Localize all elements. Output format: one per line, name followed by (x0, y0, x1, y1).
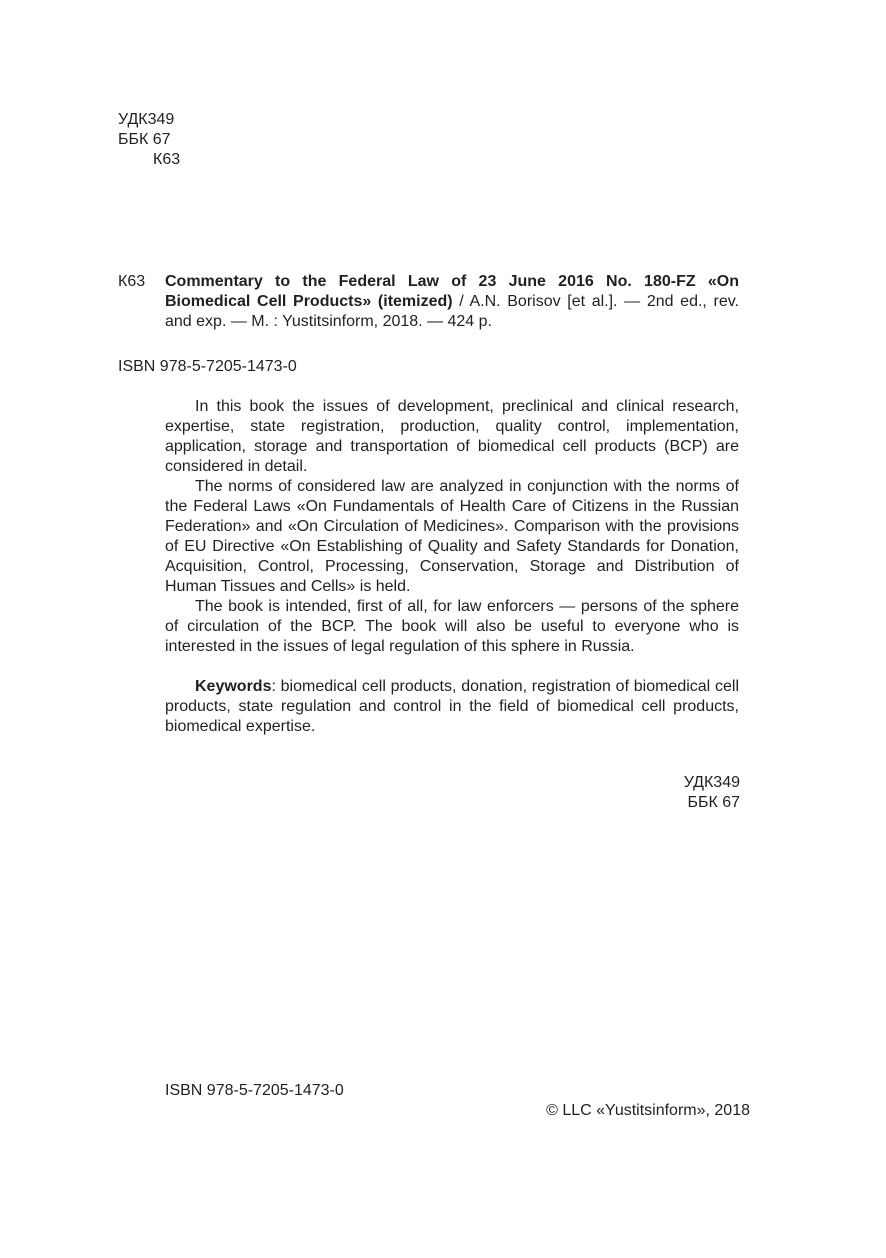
bbk-code-bottom: ББК 67 (687, 794, 740, 811)
isbn-bottom: ISBN 978-5-7205-1473-0 (165, 1082, 344, 1099)
publication-details: / A.N. Borisov [et al.]. — 2nd ed., rev. and exp. — M. : Yustitsinform, 2018. — 424 p. (165, 293, 740, 330)
udk-code: УДК349 (118, 111, 175, 128)
abstract-paragraph-2: The norms of considered law are analyzed in conjunction with the norms of the Federal Laws «On Fundamentals of Health Care of Citizens in the Russian Federation» and «On Circulation of Medicines». Comparison with the provisions of EU Directive «On Establishing of Quality and Safety Standards for Donation, Acquisition, Control, Processing, Conservation, Storage and Distribution of Human Tissues and Cells» is held. (165, 478, 739, 595)
isbn-top: ISBN 978-5-7205-1473-0 (118, 358, 297, 375)
book-title: Commentary to the Federal Law of 23 June 2016 No. 180-FZ «On Biomedical Cell Products» (itemized) (165, 273, 739, 310)
keywords-text: : biomedical cell products, donation, registration of biomedical cell products, state regulation and control in the field of biomedical cell products, biomedical expertise. (165, 678, 739, 735)
copyright: © LLC «Yustitsinform», 2018 (546, 1102, 750, 1119)
bibliographic-record (165, 272, 739, 332)
abstract-paragraph-3: The book is intended, first of all, for law enforcers — persons of the sphere of circulation of the BCP. The book will also be useful to everyone who is interested in the issues of legal regulation of this sphere in Russia. (165, 598, 739, 655)
keywords (165, 677, 739, 737)
udc-classification-top (118, 110, 180, 170)
udk-code-bottom: УДК349 (683, 774, 740, 791)
author-mark-code: К63 (153, 151, 181, 168)
bbk-code: ББК 67 (118, 131, 171, 148)
bib-author-mark: К63 (118, 273, 146, 290)
keywords-label: Keywords (195, 678, 272, 695)
udc-classification-bottom (600, 773, 740, 813)
abstract (165, 397, 739, 657)
abstract-paragraph-1: In this book the issues of development, preclinical and clinical research, expertise, state registration, production, quality control, implementation, application, storage and transportation of biomedical cell products (BCP) are considered in detail. (165, 398, 739, 475)
